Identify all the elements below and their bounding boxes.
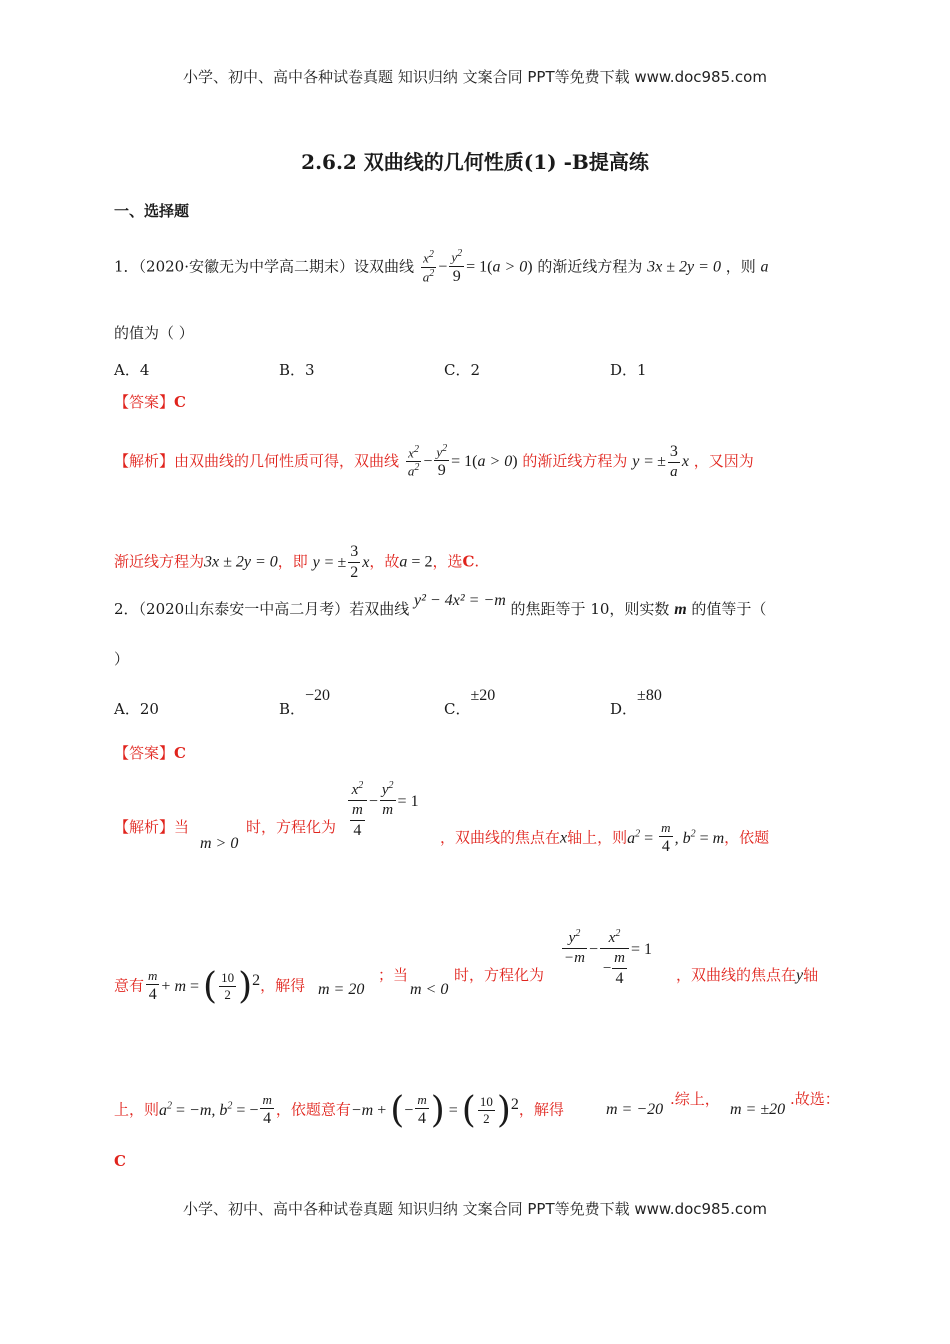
q2-e1-cond: m > 0 [200, 835, 239, 852]
q1-exp1-c: ，又因为 [693, 451, 754, 470]
page-title: 2.6.2 双曲线的几何性质(1) -B提高练 [301, 150, 649, 174]
q2-exp-label: 【解析】 [114, 818, 175, 836]
q1-exp2-formula: y = ± $\frac{3}{2}$ x [312, 543, 370, 581]
q2-stem-line2: ） [114, 650, 130, 668]
q2-e3-d: .综上， [670, 1090, 720, 1108]
q1-explanation-line2 [114, 542, 479, 583]
q2-option-c-value: ±20 [470, 687, 496, 704]
q2-answer [114, 746, 186, 761]
q2-tail: 的值等于（ [691, 600, 767, 618]
q2-e2-b: ，解得 [260, 976, 306, 995]
q2-e1-d: 轴上，则 [567, 828, 628, 847]
q1-exp-y-term: $\frac{y^2}{9}$ [436, 442, 448, 480]
q2-option-d [610, 687, 662, 719]
q1-asymptote: 3x ± 2y = 0 [647, 258, 721, 276]
q2-answer-label: 【答案】 [114, 744, 175, 762]
q1-hyperbola-y-term: $\frac{y^2}{9}$ [451, 248, 463, 285]
q2-option-b-letter: B． [279, 700, 306, 718]
q1-prefix: 1．（2020·安徽无为中学高二期末）设双曲线 [114, 257, 414, 276]
q1-mid: 的渐近线方程为 [537, 257, 643, 276]
q2-equation: y² − 4x² = −m [414, 592, 506, 609]
q1-option-b: B．3 [279, 361, 315, 379]
q2-option-a-value: 20 [139, 700, 159, 718]
q1-hyperbola-rhs: = 1(a > 0) [466, 258, 533, 276]
q2-e3-b: ，依题意有 [275, 1100, 351, 1119]
q2-option-b [279, 687, 331, 719]
q1-exp-label: 【解析】 [114, 451, 175, 470]
q2-stem [114, 592, 767, 618]
q2-e2-equation-2: $\frac{y^2}{-m}$ − $x^2$ − $\frac{m}{4}$ = 1 [564, 928, 652, 987]
q2-e1-e: ，依题 [724, 828, 770, 847]
q2-e2-sol: m = 20 [318, 981, 365, 998]
q2-answer-value: C [174, 744, 186, 762]
q1-exp-asymptote-formula: y = ± $\frac{3}{a}$ x [632, 443, 689, 480]
q1-stem: 1．（2020·安徽无为中学高二期末）设双曲线 $\frac{x^2}{a^2}$ − $\frac{y^2}{9}$ = 1(a > 0) 的渐近线方程为 3x ± 2y = 0 ，则 a [114, 248, 769, 285]
q2-option-b-value: −20 [305, 687, 331, 704]
q2-mid: 的焦距等于 10，则实数 [510, 600, 670, 618]
q2-e3-res: m = ±20 [730, 1101, 786, 1118]
q2-final-answer: C [114, 1152, 126, 1170]
q2-e1-ab: $a^2$ = $\frac{m}{4}$ , $b^2 = m$ [627, 820, 725, 856]
q2-prefix: 2．（2020山东泰安一中高二月考）若双曲线 [114, 600, 410, 618]
q1-exp2-choice: C [462, 552, 475, 571]
q1-answer-value: C [174, 393, 186, 411]
q2-e3-a: 上，则 [114, 1100, 160, 1119]
q1-exp2-d: ，选 [432, 552, 463, 571]
q2-e3-c: ，解得 [518, 1100, 564, 1119]
q1-option-d: D．1 [610, 361, 647, 379]
q2-e3-equation: −m + (− $\frac{m}{4}$ ) = ( $\frac{10}{2}$ )$^2$ [350, 1089, 519, 1131]
q2-e1-c: ，双曲线的焦点在 [440, 828, 561, 847]
q1-explanation-line1: 【解析】由双曲线的几何性质可得，双曲线 $\frac{x^2}{a^2}$ − $\frac{y^2}{9}$ = 1(a > 0) 的渐近线方程为 y = ± $\frac{3}{a}$ x ，又因为 [114, 442, 754, 480]
q2-e2-a: 意有 [114, 976, 145, 995]
q1-exp1-b: 的渐近线方程为 [522, 451, 628, 470]
q2-e2-equation: $\frac{m}{4}$ + m = ( $\frac{10}{2}$ )$^2$ [148, 965, 261, 1007]
q2-e3-e: .故选： [790, 1090, 840, 1108]
q1-exp2-a: 渐近线方程为 [114, 552, 205, 571]
q1-var-a: a [760, 258, 769, 276]
q2-e1-b: 时，方程化为 [246, 818, 337, 836]
q2-e2-axis: y [796, 967, 804, 984]
q1-exp2-b: ，即 [277, 552, 308, 571]
q2-option-a [114, 698, 159, 719]
q1-answer [114, 395, 186, 410]
page-footer: 小学、初中、高中各种试卷真题 知识归纳 文案合同 PPT等免费下载 www.doc985.com [183, 1200, 767, 1218]
q2-e2-d: 时，方程化为 [454, 966, 545, 984]
q2-e3-ab: $a^2 = -m$, $b^2$ = − $\frac{m}{4}$ [159, 1092, 272, 1128]
q1-exp2-c: ，故 [369, 552, 400, 571]
q2-option-c-letter: C． [444, 700, 471, 718]
q1-exp2-end: . [474, 552, 480, 571]
q1-tail: ，则 [725, 257, 756, 276]
q2-e2-f: 轴 [803, 966, 819, 984]
q2-e1-equation: $\frac{x^2}{\frac{m}{4}}$ − $\frac{y^2}{m}$ = 1 [346, 780, 419, 841]
q2-var-m: m [674, 601, 687, 618]
q1-hyperbola-x-term: $\frac{x^2}{a^2}$ [422, 249, 435, 285]
q1-exp2-result: a = 2 [399, 553, 433, 571]
q1-option-a: A．4 [114, 361, 150, 379]
q1-exp2-asymptote: 3x ± 2y = 0 [204, 553, 278, 571]
q1-exp-x-term: $\frac{x^2}{a^2}$ [407, 443, 420, 479]
page-header: 小学、初中、高中各种试卷真题 知识归纳 文案合同 PPT等免费下载 www.doc985.com [183, 68, 767, 86]
q2-option-c [444, 687, 496, 719]
q1-answer-label: 【答案】 [114, 393, 175, 411]
q2-e2-c: ；当 [378, 966, 409, 984]
q2-option-d-value: ±80 [637, 687, 662, 704]
section-heading: 一、选择题 [114, 202, 190, 220]
q2-e1-axis: x [560, 829, 568, 847]
q1-exp1-a: 由双曲线的几何性质可得，双曲线 [174, 451, 400, 470]
q2-e2-cond: m < 0 [410, 981, 449, 998]
q1-option-c: C．2 [444, 361, 481, 379]
q1-stem-line2: 的值为（ ） [114, 324, 194, 342]
q2-e3-sol: m = −20 [606, 1101, 664, 1118]
q2-e2-e: ，双曲线的焦点在 [676, 966, 797, 984]
q2-option-a-letter: A． [114, 700, 140, 718]
q1-exp-rhs: = 1(a > 0) [451, 452, 518, 470]
q2-e1-a: 当 [174, 818, 190, 836]
q2-option-d-letter: D． [610, 700, 638, 718]
